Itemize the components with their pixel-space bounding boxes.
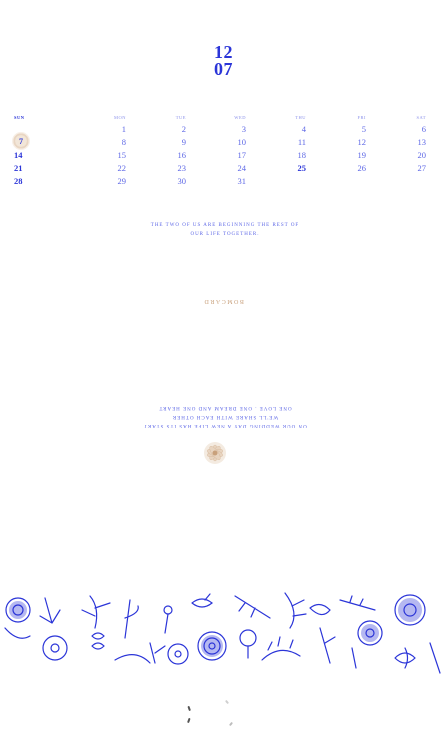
calendar-day: 15 (117, 150, 126, 160)
calendar-day: 4 (301, 124, 306, 134)
weekday-label: THU (295, 115, 306, 120)
weekday-label: WED (234, 115, 246, 120)
month-number: 12 (214, 42, 233, 62)
calendar-day: 14 (14, 150, 23, 160)
calendar-day (310, 175, 370, 188)
calendar-day: 3 (241, 124, 246, 134)
calendar-day-bold: 25 (297, 163, 306, 173)
calendar-day: 16 (177, 150, 186, 160)
calendar-day: 9 (181, 137, 186, 147)
calendar-day: 27 (417, 163, 426, 173)
tagline (120, 221, 330, 239)
weekday-label: SAT (416, 115, 426, 120)
calendar-week (10, 123, 430, 136)
calendar-day-highlight (10, 136, 70, 149)
brand-logo: BOMCARD (203, 298, 244, 304)
tagline-line: THE TWO OF US ARE BEGINNING THE REST OF (150, 223, 300, 228)
calendar-day: 22 (117, 163, 126, 173)
weekday-header (10, 113, 430, 123)
calendar-day: 17 (237, 150, 246, 160)
calendar-day (370, 175, 430, 188)
calendar-day: 19 (357, 150, 366, 160)
calendar-week (10, 149, 430, 162)
floral-illustration (0, 588, 447, 680)
calendar-day: 8 (121, 137, 126, 147)
calendar-day: 31 (237, 176, 246, 186)
calendar-week (10, 162, 430, 175)
calendar (10, 113, 430, 188)
calendar-day: 1 (121, 124, 126, 134)
calendar-day: 6 (421, 124, 426, 134)
highlight-day-number: 7 (19, 136, 23, 146)
flower-icon (203, 441, 227, 465)
calendar-day: 29 (117, 176, 126, 186)
calendar-day: 23 (177, 163, 186, 173)
flower-marker-icon (12, 132, 30, 150)
weekday-label: FRI (357, 115, 366, 120)
vow-line: ON OUR WEDDING DAY A NEW LIFE HAS ITS START (143, 423, 307, 428)
calendar-day: 20 (417, 150, 426, 160)
calendar-day: 21 (14, 163, 23, 173)
calendar-day: 26 (357, 163, 366, 173)
calendar-day (250, 175, 310, 188)
calendar-week (10, 136, 430, 149)
calendar-day: 2 (181, 124, 186, 134)
vow-line: ONE LOVE . ONE DREAM AND ONE HEART (158, 405, 292, 410)
calendar-day: 5 (361, 124, 366, 134)
weekday-label: MON (113, 115, 126, 120)
loading-spinner-icon (186, 696, 236, 732)
calendar-day: 11 (297, 137, 306, 147)
calendar-day: 24 (237, 163, 246, 173)
day-number: 07 (214, 59, 233, 79)
calendar-day: 30 (177, 176, 186, 186)
vow-text (120, 403, 330, 430)
calendar-day: 13 (417, 137, 426, 147)
wedding-date (0, 44, 447, 78)
calendar-day: 10 (237, 137, 246, 147)
calendar-day: 18 (297, 150, 306, 160)
weekday-label: SUN (14, 115, 25, 120)
calendar-day: 28 (14, 176, 23, 186)
calendar-week (10, 175, 430, 188)
calendar-day: 12 (357, 137, 366, 147)
tagline-line: OUR LIFE TOGETHER. (190, 232, 260, 237)
weekday-label: TUE (175, 115, 186, 120)
vow-line: WE'LL SHARE WITH EACH OTHER (171, 414, 279, 419)
